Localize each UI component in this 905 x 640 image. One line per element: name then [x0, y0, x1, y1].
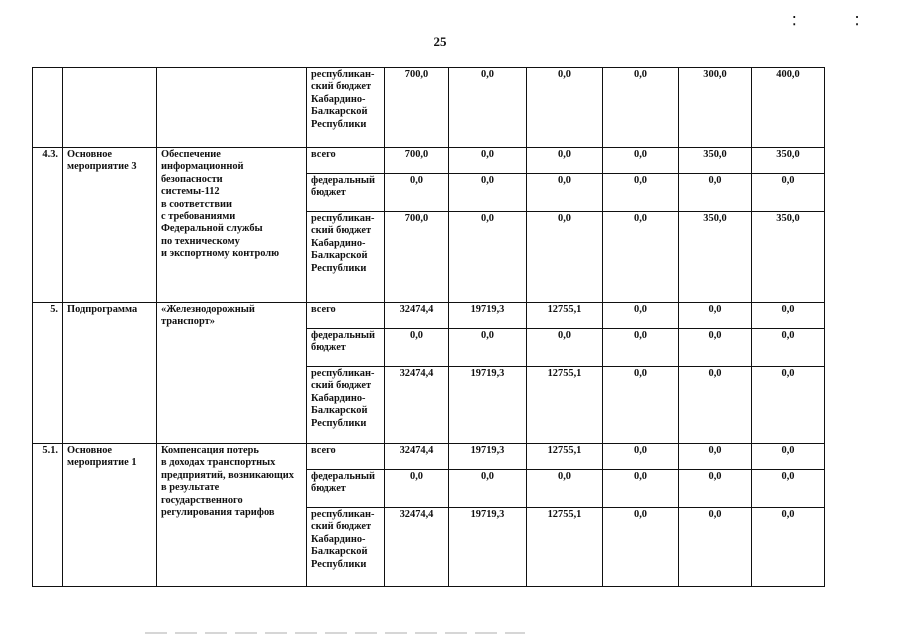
row-index: 4.3.: [33, 148, 63, 303]
value-cell-year-4: 0,0: [603, 303, 679, 329]
value-cell-year-2: 0,0: [449, 329, 527, 367]
value-cell-year-6: 0,0: [752, 444, 825, 470]
value-cell-year-5: 0,0: [679, 508, 752, 587]
row-index: 5.: [33, 303, 63, 444]
value-cell-year-2: 19719,3: [449, 367, 527, 444]
funding-source: федеральный бюджет: [307, 470, 385, 508]
value-cell-year-3: 12755,1: [527, 303, 603, 329]
value-cell-year-3: 12755,1: [527, 367, 603, 444]
value-cell-year-5: 0,0: [679, 329, 752, 367]
row-type: [63, 68, 157, 148]
funding-source: всего: [307, 444, 385, 470]
table-row: [33, 68, 825, 148]
funding-source: республикан- ский бюджет Кабардино- Балкарской Республики: [307, 367, 385, 444]
value-cell-year-6: 400,0: [752, 68, 825, 148]
row-type: Основное мероприятие 1: [63, 444, 157, 587]
value-cell-year-2: 19719,3: [449, 444, 527, 470]
value-cell-year-6: 0,0: [752, 470, 825, 508]
budget-table: [32, 67, 825, 587]
value-cell-year-1: 32474,4: [385, 303, 449, 329]
value-cell-year-1: 32474,4: [385, 444, 449, 470]
value-cell-year-5: 0,0: [679, 470, 752, 508]
value-cell-year-6: 0,0: [752, 367, 825, 444]
value-cell-year-6: 350,0: [752, 212, 825, 303]
value-cell-year-4: 0,0: [603, 68, 679, 148]
value-cell-year-4: 0,0: [603, 367, 679, 444]
row-description: [157, 68, 307, 148]
row-type: Подпрограмма: [63, 303, 157, 444]
row-index: 5.1.: [33, 444, 63, 587]
value-cell-year-2: 0,0: [449, 174, 527, 212]
value-cell-year-6: 0,0: [752, 303, 825, 329]
funding-source: республикан- ский бюджет Кабардино- Балкарской Республики: [307, 68, 385, 148]
value-cell-year-4: 0,0: [603, 212, 679, 303]
funding-source: республикан- ский бюджет Кабардино- Балкарской Республики: [307, 212, 385, 303]
value-cell-year-4: 0,0: [603, 174, 679, 212]
value-cell-year-3: 12755,1: [527, 508, 603, 587]
funding-source: федеральный бюджет: [307, 329, 385, 367]
value-cell-year-4: 0,0: [603, 444, 679, 470]
value-cell-year-1: 0,0: [385, 329, 449, 367]
row-type: Основное мероприятие 3: [63, 148, 157, 303]
value-cell-year-1: 32474,4: [385, 367, 449, 444]
value-cell-year-2: 0,0: [449, 148, 527, 174]
value-cell-year-1: 700,0: [385, 68, 449, 148]
value-cell-year-5: 350,0: [679, 212, 752, 303]
value-cell-year-1: 0,0: [385, 470, 449, 508]
value-cell-year-3: 0,0: [527, 212, 603, 303]
value-cell-year-4: 0,0: [603, 508, 679, 587]
value-cell-year-2: 0,0: [449, 68, 527, 148]
value-cell-year-1: 700,0: [385, 212, 449, 303]
funding-source: республикан- ский бюджет Кабардино- Балкарской Республики: [307, 508, 385, 587]
row-description: Обеспечение информационной безопасности системы-112 в соответствии с требованиями Федеральной службы по техническому и экспортному контролю: [157, 148, 307, 303]
value-cell-year-2: 19719,3: [449, 508, 527, 587]
table-row: [33, 444, 825, 470]
scan-corner-marks: ⁚ ⁚: [792, 14, 887, 28]
value-cell-year-2: 19719,3: [449, 303, 527, 329]
value-cell-year-6: 0,0: [752, 508, 825, 587]
footer-scan-artifact: [145, 632, 525, 634]
row-description: «Железнодорожный транспорт»: [157, 303, 307, 444]
value-cell-year-3: 0,0: [527, 148, 603, 174]
value-cell-year-5: 0,0: [679, 303, 752, 329]
value-cell-year-1: 700,0: [385, 148, 449, 174]
funding-source: федеральный бюджет: [307, 174, 385, 212]
value-cell-year-5: 350,0: [679, 148, 752, 174]
value-cell-year-4: 0,0: [603, 329, 679, 367]
value-cell-year-5: 300,0: [679, 68, 752, 148]
value-cell-year-4: 0,0: [603, 148, 679, 174]
funding-source: всего: [307, 148, 385, 174]
table-row: [33, 148, 825, 174]
value-cell-year-5: 0,0: [679, 367, 752, 444]
value-cell-year-3: 12755,1: [527, 444, 603, 470]
page-number: 25: [433, 34, 447, 49]
value-cell-year-4: 0,0: [603, 470, 679, 508]
value-cell-year-2: 0,0: [449, 470, 527, 508]
value-cell-year-1: 32474,4: [385, 508, 449, 587]
value-cell-year-5: 0,0: [679, 174, 752, 212]
value-cell-year-2: 0,0: [449, 212, 527, 303]
value-cell-year-6: 0,0: [752, 329, 825, 367]
value-cell-year-3: 0,0: [527, 174, 603, 212]
value-cell-year-3: 0,0: [527, 329, 603, 367]
value-cell-year-6: 350,0: [752, 148, 825, 174]
value-cell-year-6: 0,0: [752, 174, 825, 212]
row-index: [33, 68, 63, 148]
value-cell-year-5: 0,0: [679, 444, 752, 470]
value-cell-year-1: 0,0: [385, 174, 449, 212]
value-cell-year-3: 0,0: [527, 68, 603, 148]
table-row: [33, 303, 825, 329]
row-description: Компенсация потерь в доходах транспортных предприятий, возникающих в результате государственного регулирования тарифов: [157, 444, 307, 587]
value-cell-year-3: 0,0: [527, 470, 603, 508]
funding-source: всего: [307, 303, 385, 329]
